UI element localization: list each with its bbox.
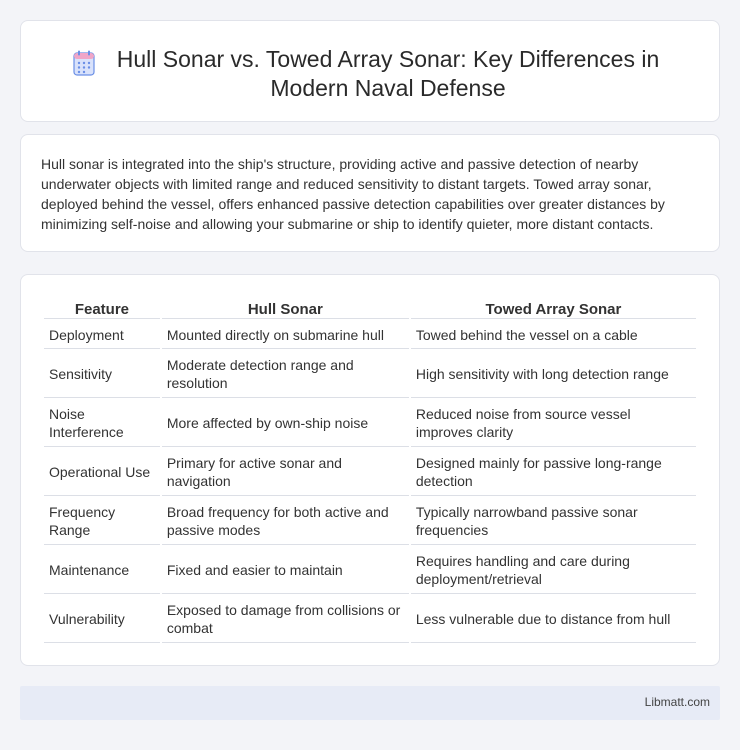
hull-cell: Mounted directly on submarine hull	[162, 321, 409, 349]
hull-cell: Moderate detection range and resolution	[162, 351, 409, 398]
calendar-icon	[73, 50, 95, 76]
footer	[20, 686, 720, 720]
hull-cell: Primary for active sonar and navigation	[162, 449, 409, 496]
header-hull-sonar: Hull Sonar	[162, 297, 409, 319]
feature-cell: Operational Use	[44, 449, 160, 496]
table-row	[44, 596, 696, 643]
feature-cell: Deployment	[44, 321, 160, 349]
table-row	[44, 498, 696, 545]
comparison-table	[42, 295, 698, 645]
table-row	[44, 400, 696, 447]
title-wrap	[21, 45, 719, 103]
hull-cell: Fixed and easier to maintain	[162, 547, 409, 594]
comparison-card	[20, 274, 720, 666]
towed-cell: Typically narrowband passive sonar frequencies	[411, 498, 696, 545]
title-card	[20, 20, 720, 122]
intro-card	[20, 134, 720, 252]
towed-cell: Designed mainly for passive long-range detection	[411, 449, 696, 496]
table-row	[44, 351, 696, 398]
intro-paragraph: Hull sonar is integrated into the ship's structure, providing active and passive detection of nearby underwater objects with limited range and reduced sensitivity to distant targets. Towed array sonar, deployed behind the vessel, offers enhanced passive detection capabilities over greater distances by minimizing self-noise and allowing your submarine or ship to identify quieter, more distant contacts.	[41, 156, 665, 232]
table-row	[44, 449, 696, 496]
towed-cell: Reduced noise from source vessel improves clarity	[411, 400, 696, 447]
feature-cell: Maintenance	[44, 547, 160, 594]
hull-cell: Broad frequency for both active and passive modes	[162, 498, 409, 545]
feature-cell: Vulnerability	[44, 596, 160, 643]
feature-cell: Sensitivity	[44, 351, 160, 398]
header-feature: Feature	[44, 297, 160, 319]
table-header-row	[44, 297, 696, 319]
footer-brand-link[interactable]: Libmatt.com	[644, 695, 710, 709]
feature-cell: Frequency Range	[44, 498, 160, 545]
page-title: Hull Sonar vs. Towed Array Sonar: Key Differences in Modern Naval Defense	[116, 46, 660, 101]
towed-cell: Towed behind the vessel on a cable	[411, 321, 696, 349]
towed-cell: Less vulnerable due to distance from hull	[411, 596, 696, 643]
table-row	[44, 547, 696, 594]
towed-cell: High sensitivity with long detection range	[411, 351, 696, 398]
towed-cell: Requires handling and care during deployment/retrieval	[411, 547, 696, 594]
table-row	[44, 321, 696, 349]
header-towed-array-sonar: Towed Array Sonar	[411, 297, 696, 319]
hull-cell: More affected by own-ship noise	[162, 400, 409, 447]
feature-cell: Noise Interference	[44, 400, 160, 447]
hull-cell: Exposed to damage from collisions or combat	[162, 596, 409, 643]
